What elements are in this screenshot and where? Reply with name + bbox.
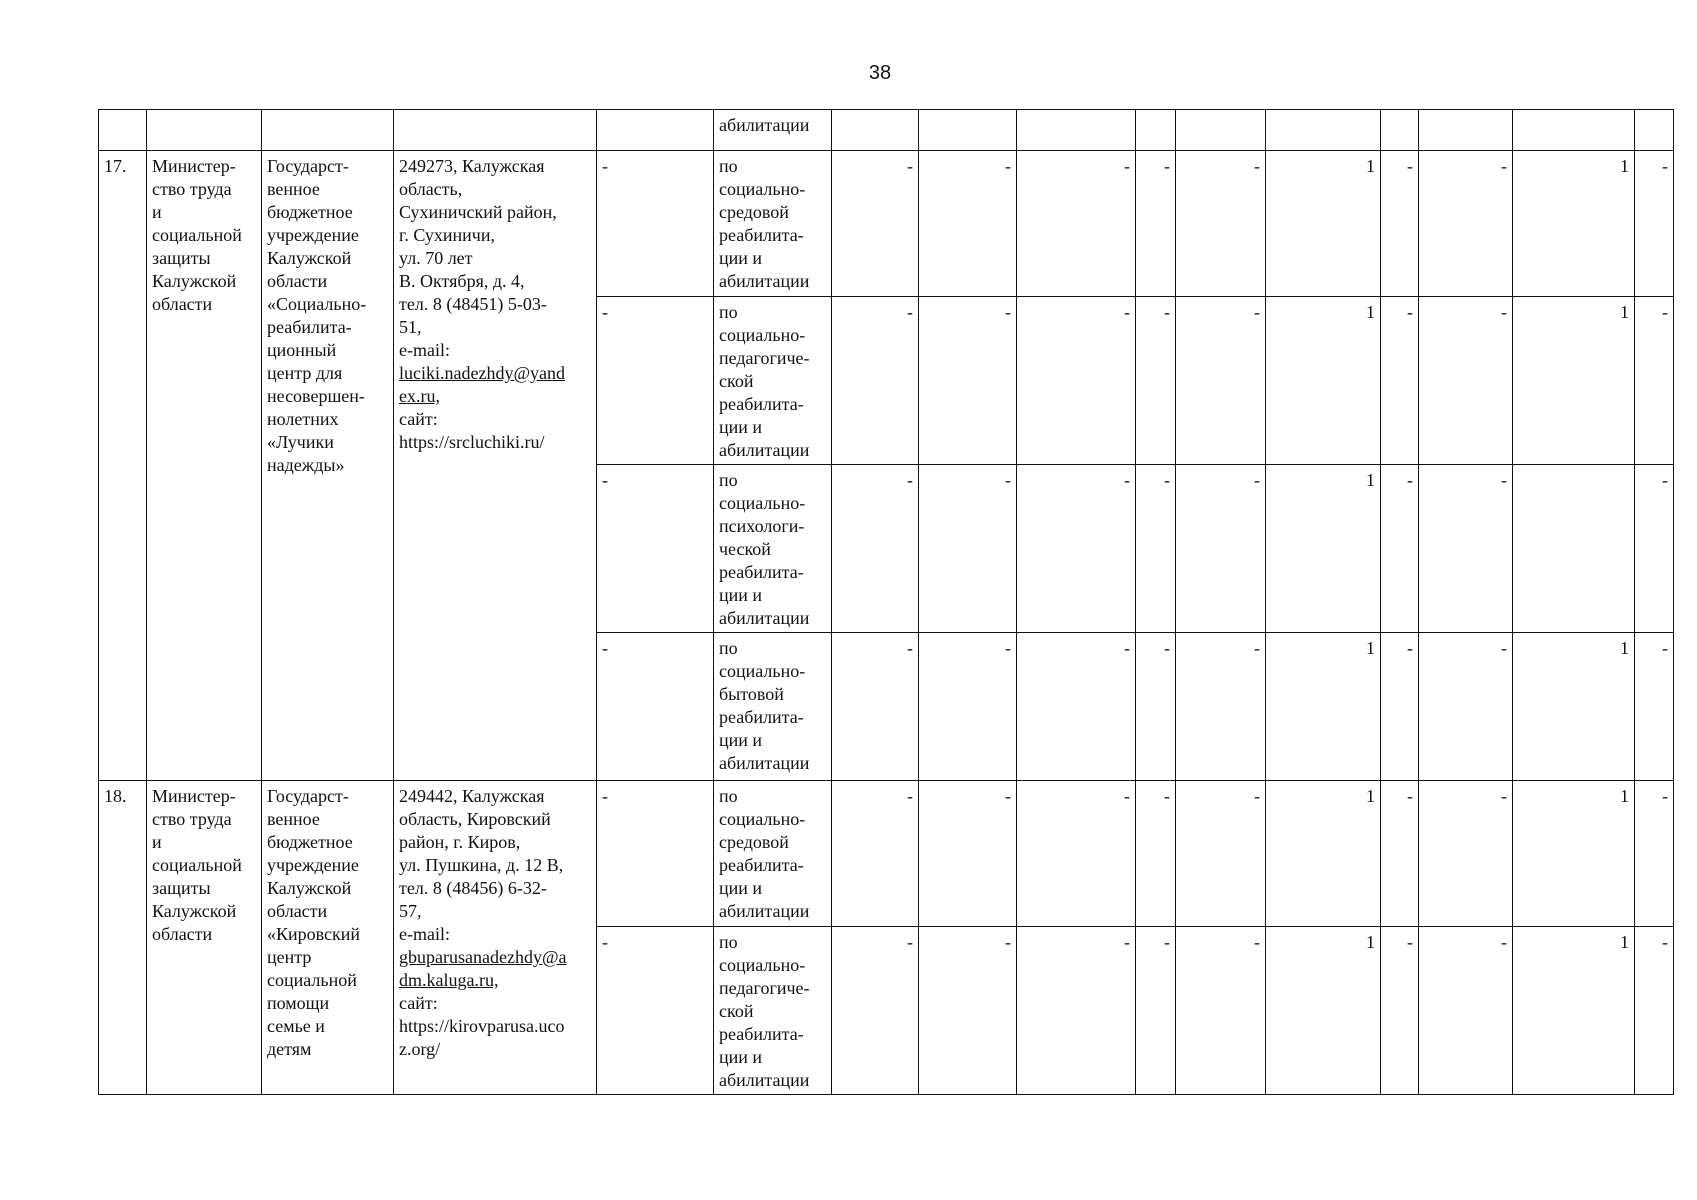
cell-service-name: по социально- педагогиче- ской реабилита- ции и абилитации <box>714 297 832 465</box>
cell-value: - <box>832 465 919 633</box>
cell-value: - <box>1381 151 1419 297</box>
cell-value: - <box>1136 465 1176 633</box>
cell-value: 1 <box>1266 633 1381 781</box>
cell-value: - <box>1136 151 1176 297</box>
cell-value: 1 <box>1513 297 1635 465</box>
site-label: сайт: <box>399 409 438 429</box>
cell-value: - <box>1419 633 1513 781</box>
cell-value: - <box>1176 633 1266 781</box>
cell-value: - <box>1381 633 1419 781</box>
cell-value: 1 <box>1513 781 1635 927</box>
cell-value: - <box>919 633 1017 781</box>
site-label: сайт: <box>399 993 438 1013</box>
email-link[interactable]: gbuparusanadezhdy@a dm.kaluga.ru, <box>399 947 567 990</box>
cell-value: 1 <box>1266 465 1381 633</box>
cell-value: - <box>1419 781 1513 927</box>
cell-empty <box>1136 110 1176 151</box>
cell-value: - <box>1419 927 1513 1095</box>
cell-empty <box>919 110 1017 151</box>
cell-value: - <box>1419 151 1513 297</box>
cell-value: - <box>1381 297 1419 465</box>
cell-value: 1 <box>1266 297 1381 465</box>
cell-value: - <box>919 465 1017 633</box>
cell-row-number: 17. <box>99 151 147 781</box>
cell-value: - <box>1017 927 1136 1095</box>
cell-organization: Государст- венное бюджетное учреждение Калужской области «Кировский центр социальной помощи семье и детям <box>262 781 394 1095</box>
cell-value: 1 <box>1513 633 1635 781</box>
cell-empty <box>394 110 597 151</box>
cell-value: - <box>1635 633 1674 781</box>
cell-value: - <box>1635 465 1674 633</box>
cell-ministry: Министер- ство труда и социальной защиты Калужской области <box>147 151 262 781</box>
cell-contacts <box>394 151 597 781</box>
cell-value: - <box>597 465 714 633</box>
cell-empty <box>147 110 262 151</box>
cell-value: - <box>1017 297 1136 465</box>
cell-value: - <box>597 633 714 781</box>
cell-value: - <box>832 297 919 465</box>
cell-row-number: 18. <box>99 781 147 1095</box>
table-row <box>99 781 1674 927</box>
cell-contacts <box>394 781 597 1095</box>
cell-value: - <box>1635 151 1674 297</box>
cell-value: - <box>1176 151 1266 297</box>
cell-empty <box>832 110 919 151</box>
cell-value: - <box>919 927 1017 1095</box>
cell-value: - <box>832 151 919 297</box>
cell-value: - <box>1635 927 1674 1095</box>
cell-value: - <box>1017 151 1136 297</box>
address-text: 249442, Калужская область, Кировский район, г. Киров, ул. Пушкина, д. 12 В, тел. 8 (48456) 6-32- 57, e-mail: <box>399 786 564 944</box>
cell-empty <box>1017 110 1136 151</box>
cell-empty <box>1381 110 1419 151</box>
cell-empty <box>1635 110 1674 151</box>
cell-value: - <box>1017 465 1136 633</box>
cell-value: - <box>832 781 919 927</box>
cell-empty <box>262 110 394 151</box>
cell-value: - <box>1136 781 1176 927</box>
cell-organization: Государст- венное бюджетное учреждение Калужской области «Социально- реабилита- ционный центр для несовершен- нолетних «Лучики надежды» <box>262 151 394 781</box>
cell-service-name: абилитации <box>714 110 832 151</box>
cell-value: - <box>597 781 714 927</box>
cell-value: - <box>1176 781 1266 927</box>
cell-value: - <box>1176 465 1266 633</box>
cell-value: - <box>919 781 1017 927</box>
cell-value: - <box>1635 781 1674 927</box>
cell-value: - <box>1635 297 1674 465</box>
cell-value: - <box>1136 927 1176 1095</box>
cell-value: - <box>597 297 714 465</box>
cell-value: - <box>597 927 714 1095</box>
cell-value: - <box>1017 781 1136 927</box>
cell-value: 1 <box>1513 151 1635 297</box>
cell-value: - <box>597 151 714 297</box>
cell-service-name: по социально- психологи- ческой реабилита- ции и абилитации <box>714 465 832 633</box>
cell-value: 1 <box>1266 781 1381 927</box>
cell-value: - <box>1381 465 1419 633</box>
cell-value: 1 <box>1513 927 1635 1095</box>
cell-value: - <box>832 927 919 1095</box>
cell-value: - <box>1419 465 1513 633</box>
institutions-table <box>98 109 1674 1095</box>
cell-value: - <box>919 151 1017 297</box>
cell-value: - <box>1381 781 1419 927</box>
cell-empty <box>1513 110 1635 151</box>
site-link[interactable]: https://srcluchiki.ru/ <box>399 432 545 452</box>
cell-empty <box>1419 110 1513 151</box>
cell-value: - <box>1381 927 1419 1095</box>
cell-value: - <box>1136 633 1176 781</box>
cell-service-name: по социально- средовой реабилита- ции и абилитации <box>714 781 832 927</box>
table-row-continued <box>99 110 1674 151</box>
cell-value: 1 <box>1266 927 1381 1095</box>
cell-empty <box>1176 110 1266 151</box>
email-link[interactable]: luciki.nadezhdy@yand ex.ru, <box>399 363 566 406</box>
cell-value: - <box>1419 297 1513 465</box>
cell-value: - <box>1176 297 1266 465</box>
site-link[interactable]: https://kirovparusa.uco z.org/ <box>399 1016 565 1059</box>
table-row <box>99 151 1674 297</box>
cell-value: 1 <box>1266 151 1381 297</box>
page-number: 38 <box>868 62 892 84</box>
cell-value: - <box>1176 927 1266 1095</box>
cell-ministry: Министер- ство труда и социальной защиты Калужской области <box>147 781 262 1095</box>
cell-value <box>1513 465 1635 633</box>
cell-value: - <box>919 297 1017 465</box>
cell-service-name: по социально- средовой реабилита- ции и абилитации <box>714 151 832 297</box>
cell-empty <box>597 110 714 151</box>
cell-value: - <box>1017 633 1136 781</box>
cell-empty <box>1266 110 1381 151</box>
cell-value: - <box>1136 297 1176 465</box>
cell-service-name: по социально- бытовой реабилита- ции и абилитации <box>714 633 832 781</box>
cell-service-name: по социально- педагогиче- ской реабилита- ции и абилитации <box>714 927 832 1095</box>
cell-value: - <box>832 633 919 781</box>
address-text: 249273, Калужская область, Сухиничский район, г. Сухиничи, ул. 70 лет В. Октября, д. 4, тел. 8 (48451) 5-03- 51, e-mail: <box>399 156 557 360</box>
cell-empty <box>99 110 147 151</box>
